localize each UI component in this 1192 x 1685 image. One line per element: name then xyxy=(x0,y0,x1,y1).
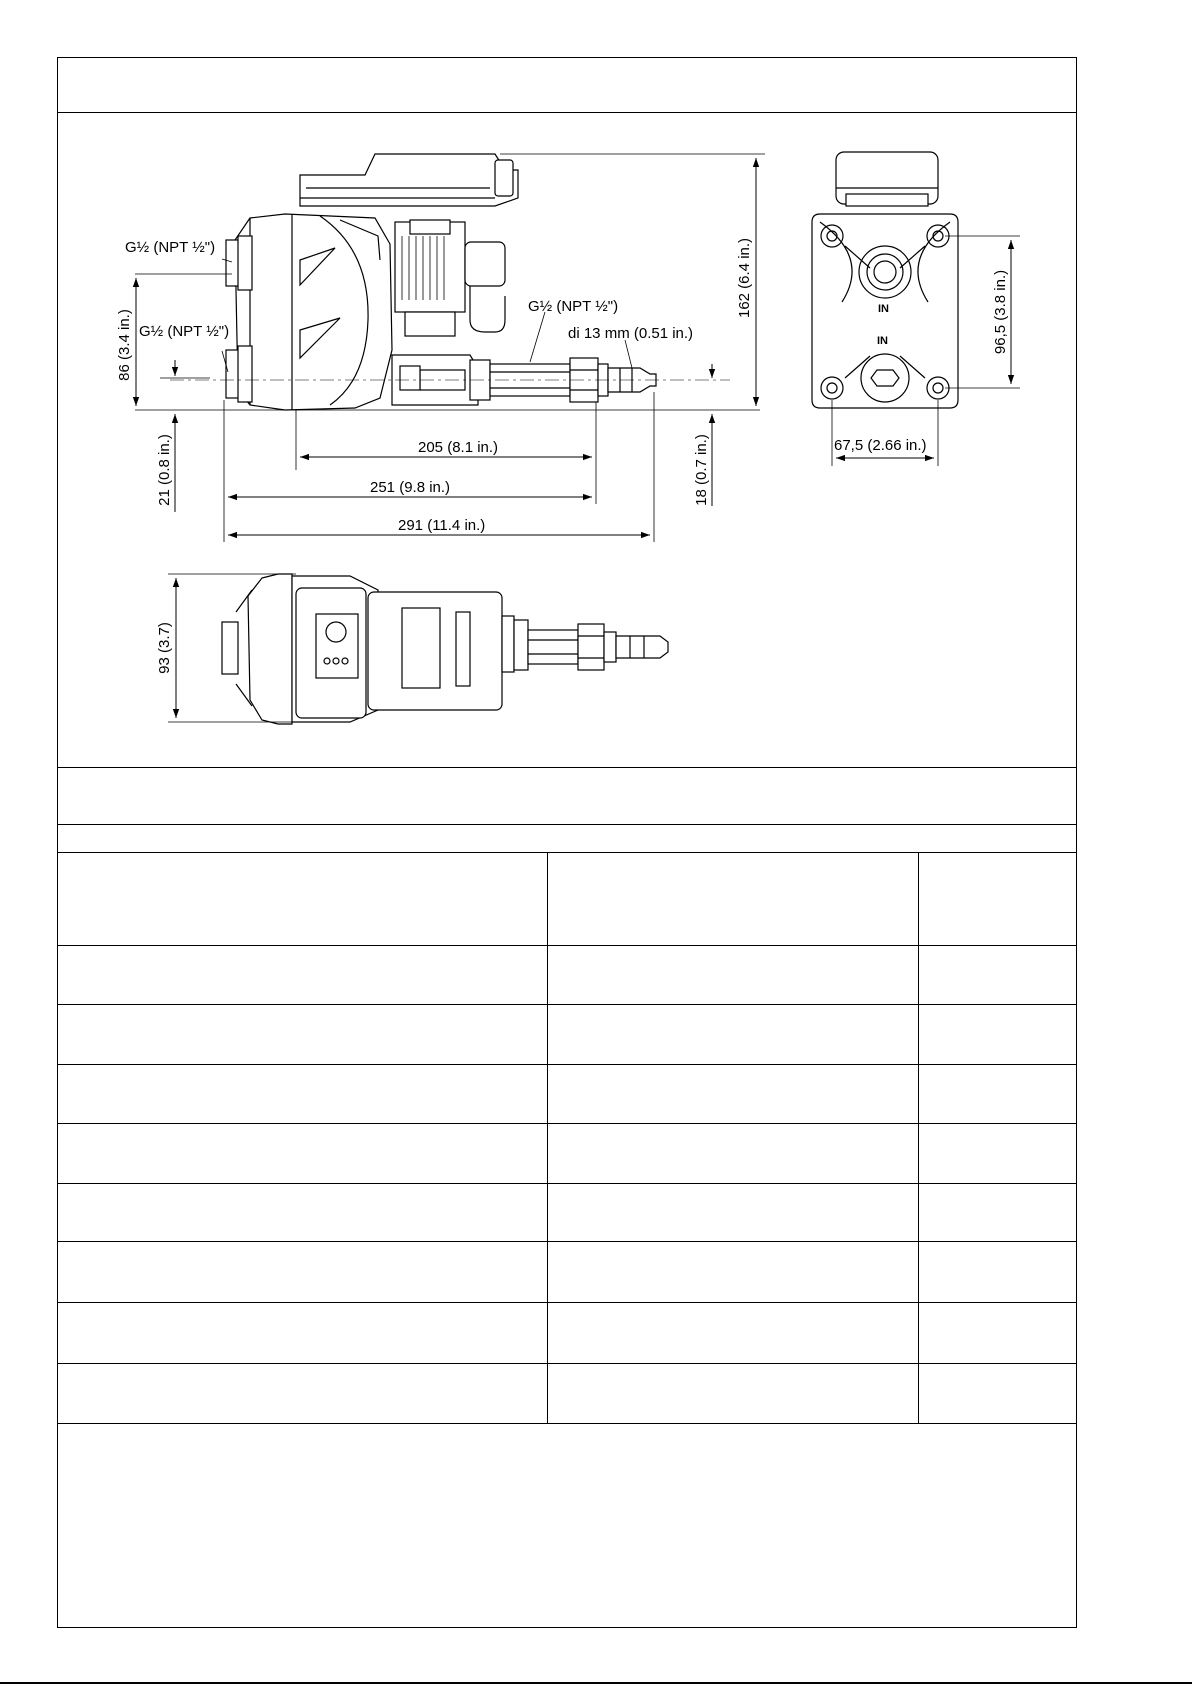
top-view xyxy=(168,574,668,724)
inlet-label-bottom: IN xyxy=(877,335,888,347)
technical-drawing xyxy=(0,0,1192,770)
dim-251-label: 251 (9.8 in.) xyxy=(370,479,451,496)
table-row-divider xyxy=(57,1123,1077,1124)
table-row-divider xyxy=(57,945,1077,946)
table-row-divider xyxy=(57,1363,1077,1364)
page-bottom-rule xyxy=(0,1682,1192,1684)
dim-67-label: 67,5 (2.66 in.) xyxy=(834,437,927,454)
port-lower-label: G½ (NPT ½") xyxy=(139,323,230,340)
dim-93-label: 93 (3.7) xyxy=(156,622,173,674)
dim-18-label: 18 (0.7 in.) xyxy=(693,434,710,506)
dim-96-label: 96,5 (3.8 in.) xyxy=(992,269,1009,355)
table-header-top xyxy=(57,852,1077,853)
table-row-divider xyxy=(57,1241,1077,1242)
dim-86-label: 86 (3.4 in.) xyxy=(116,309,133,381)
dim-291-label: 291 (11.4 in.) xyxy=(398,517,486,534)
port-upper-label: G½ (NPT ½") xyxy=(125,239,216,256)
front-view xyxy=(135,154,760,410)
dim-162-label: 162 (6.4 in.) xyxy=(736,237,753,319)
inlet-label-top: IN xyxy=(878,303,889,315)
table-row-divider xyxy=(57,1302,1077,1303)
top-view-labels xyxy=(156,622,173,674)
table-row-divider xyxy=(57,1004,1077,1005)
table-bottom xyxy=(57,1423,1077,1424)
table-row-divider xyxy=(57,1064,1077,1065)
table-row-divider xyxy=(57,1183,1077,1184)
dim-205-label: 205 (8.1 in.) xyxy=(418,439,499,456)
side-view xyxy=(812,152,1020,466)
table-title-divider xyxy=(57,824,1077,825)
table-col-divider xyxy=(918,852,919,1423)
hose-diameter-label: di 13 mm (0.51 in.) xyxy=(568,325,694,342)
port-outlet-label: G½ (NPT ½") xyxy=(528,298,619,315)
table-col-divider xyxy=(547,852,548,1423)
dim-21-label: 21 (0.8 in.) xyxy=(156,434,173,506)
